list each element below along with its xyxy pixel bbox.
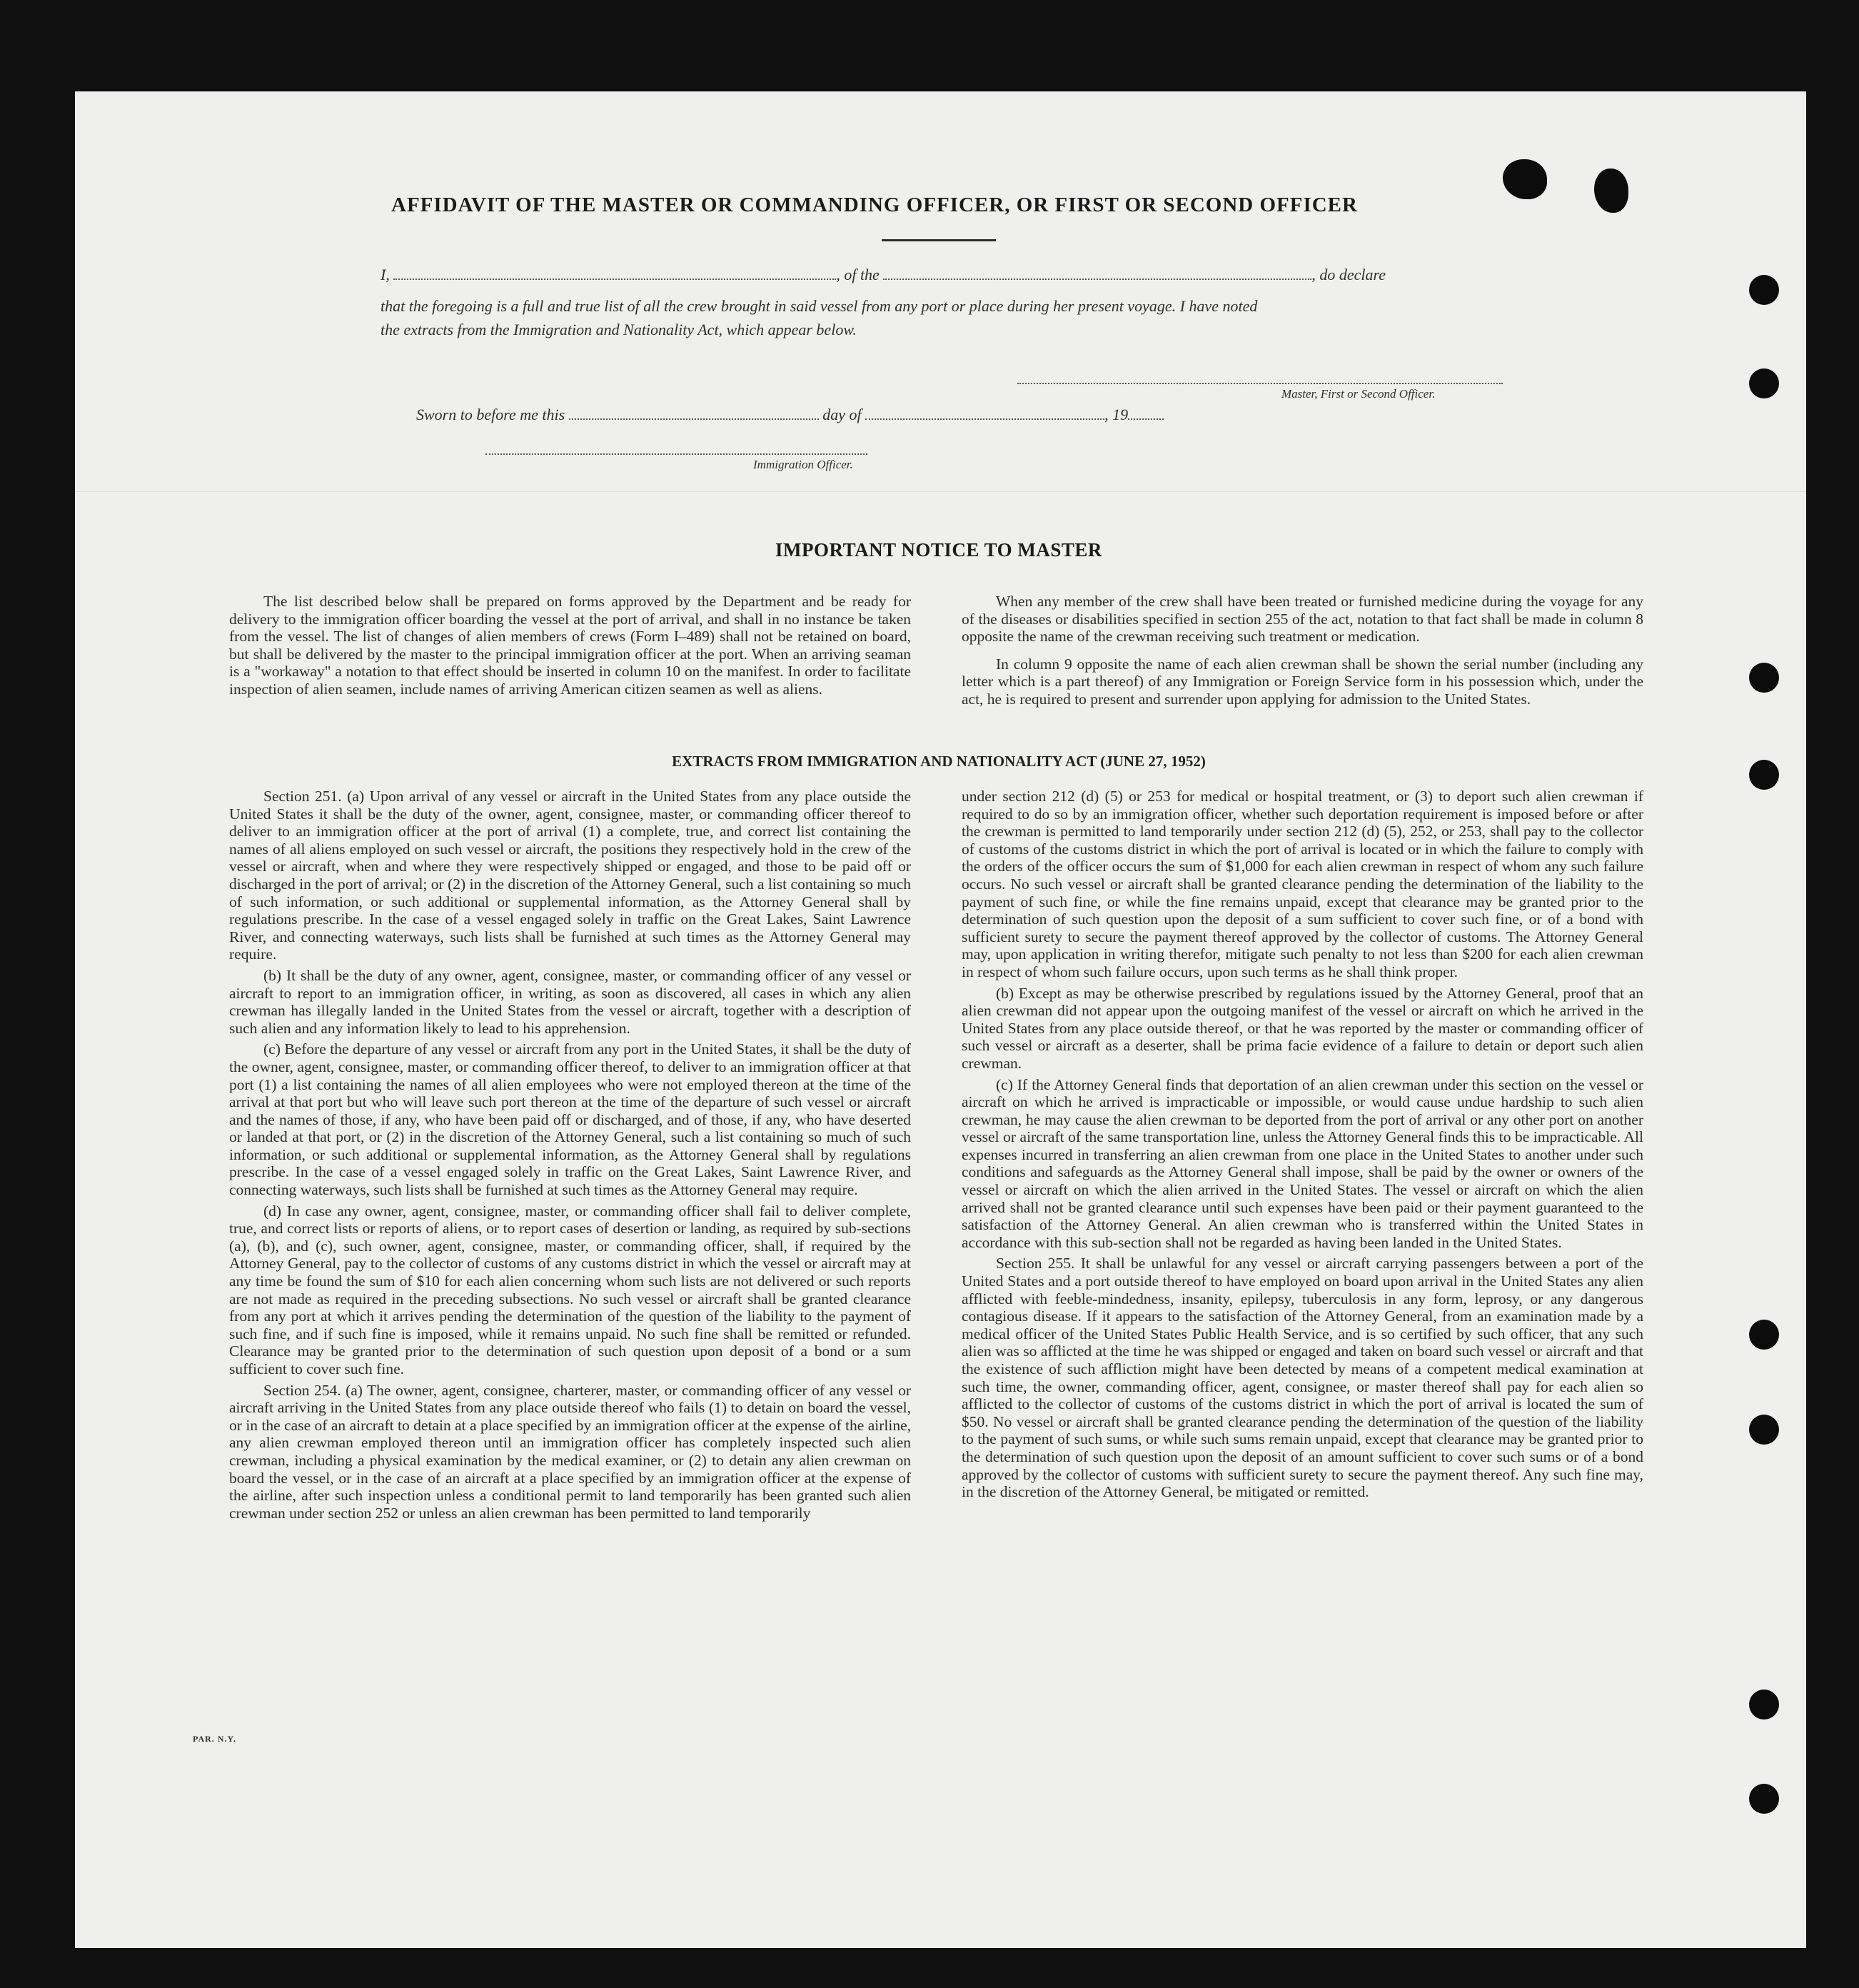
document-page	[75, 91, 1806, 1948]
punch-hole	[1749, 275, 1779, 305]
punch-hole	[1749, 1690, 1779, 1720]
sworn-day-field[interactable]	[569, 406, 819, 420]
notice-paragraph: In column 9 opposite the name of each alien crewman shall be shown the serial number (including any letter which is a part thereof) of any Immigration or Foreign Service form in his possession which, under the act, he is required to present and surrender upon applying for admission to the United States.	[962, 655, 1643, 708]
extract-paragraph: (b) Except as may be otherwise prescribed by regulations issued by the Attorney General, proof that an alien crewman did not appear upon the outgoing manifest of the vessel or aircraft on which he arrived in the United States from any place outside thereof, or that he was reported by the master or commanding officer of such vessel or aircraft as a deserter, shall be prima facie evidence of a failure to detain or deport such alien crewman.	[962, 984, 1643, 1072]
vessel-field[interactable]	[883, 266, 1311, 280]
extract-paragraph: Section 251. (a) Upon arrival of any vessel or aircraft in the United States from any place outside the United States it shall be the duty of the owner, agent, consignee, master, or commanding officer thereof to deliver to an immigration officer at the port of arrival (1) a complete, true, and correct list containing the names of all aliens employed on such vessel or aircraft, the positions they respectively hold in the crew of the vessel or aircraft, when and where they were respectively shipped or engaged, and those to be paid off or discharged in the port of arrival; or (2) in the discretion of the Attorney General, such a list containing so much of such information, or such additional or supplemental information, as the Attorney General shall by regulations prescribe. In the case of a vessel engaged solely in traffic on the Great Lakes, Saint Lawrence River, and connecting waterways, such lists shall be furnished at such times as the Attorney General may require.	[229, 788, 911, 963]
extract-paragraph: (b) It shall be the duty of any owner, agent, consignee, master, or commanding officer of any vessel or aircraft to report to an immigration officer, in writing, as soon as discovered, all cases in which any alien crewman has illegally landed in the United States from the vessel or aircraft, together with a description of such alien and any information likely to lead to his apprehension.	[229, 966, 911, 1037]
punch-hole	[1749, 1784, 1779, 1814]
notice-right-column	[962, 593, 1643, 708]
ink-blot	[1503, 159, 1547, 199]
extracts-right-column	[962, 788, 1643, 1501]
punch-hole	[1749, 1320, 1779, 1350]
declaration-line-1	[381, 266, 1594, 284]
extract-paragraph: (c) If the Attorney General finds that deportation of an alien crewman under this section on the vessel or aircraft on which he arrived is impracticable or impossible, or would cause undue hardship to such alien crewman, he may cause the alien crewman to be deported from the port of arrival or any other port on another vessel or aircraft of the same transportation line, unless the Attorney General finds this to be impracticable. All expenses incurred in transferring an alien crewman from one place in the United States to another under such conditions and safeguards as the Attorney General shall impose, shall be paid by the owner or owners of the vessel or aircraft on which the alien arrived in the United States. The vessel or aircraft on which the alien arrived shall not be granted clearance until such expenses have been paid or their payment guaranteed to the satisfaction of the Attorney General. An alien crewman who is transferred within the United States in accordance with this sub-section shall not be regarded as having been landed in the United States.	[962, 1075, 1643, 1251]
day-of-text: day of	[822, 406, 862, 423]
declaration-line-2: that the foregoing is a full and true list of all the crew brought in said vessel from any port or place during her present voyage. I have noted	[381, 297, 1258, 315]
declaration-line-3: the extracts from the Immigration and Nationality Act, which appear below.	[381, 321, 857, 338]
paper-crease	[75, 491, 1806, 492]
affidavit-title: AFFIDAVIT OF THE MASTER OR COMMANDING OFFICER, OR FIRST OR SECOND OFFICER	[391, 194, 1358, 216]
name-field[interactable]	[393, 266, 836, 280]
punch-hole	[1749, 760, 1779, 790]
sworn-month-field[interactable]	[865, 406, 1104, 420]
extract-paragraph: Section 254. (a) The owner, agent, consignee, charterer, master, or commanding officer of any vessel or aircraft arriving in the United States from any place outside thereof who fails (1) to detain on board the vessel, or in the case of an aircraft to detain at a place specified by an immigration officer at the expense of the airline, any alien crewman employed thereon until an immigration officer has completely inspected such alien crewman, including a physical examination by the medical examiner, or (2) to detain any alien crewman on board the vessel, or in the case of an aircraft at a place specified by an immigration officer at the expense of the airline, after such inspection unless a conditional permit to land temporarily has been granted such alien crewman under section 252 or unless an alien crewman has been permitted to land temporarily	[229, 1381, 911, 1522]
declaration-of-the: , of the	[836, 266, 880, 283]
punch-hole	[1749, 368, 1779, 398]
extract-paragraph: under section 212 (d) (5) or 253 for medical or hospital treatment, or (3) to deport such alien crewman if required to do so by an immigration officer, whether such deportation requirement is imposed before or after the crewman is permitted to land temporarily under section 212 (d) (5), 252, or 253, shall pay to the collector of customs of the customs district in which the port of arrival is located or in which the failure to comply with the orders of the officer occurs the sum of $1,000 for each alien crewman in respect of whom any such failure occurs. No such vessel or aircraft shall be granted clearance pending the determination of the liability to the payment of such fine, or while the fine remains unpaid, except that clearance may be granted prior to the determination of such question upon the deposit of a sum sufficient to cover such fine, or of a bond with sufficient surety to secure the payment thereof approved by the collector of customs. The Attorney General may, upon application in writing therefor, mitigate such penalty to not less than $200 for each alien crewman in respect of whom such failure occurs, upon such terms as he shall think proper.	[962, 788, 1643, 980]
extract-paragraph: (c) Before the departure of any vessel or aircraft from any port in the United States, it shall be the duty of the owner, agent, consignee, master, or commanding officer thereof, to deliver to an immigration officer at that port (1) a list containing the names of all alien employees who were not employed thereon at the time of the arrival at that port but who will leave such port thereon at the time of the departure of such vessel or aircraft and the names of those, if any, who have been paid off or discharged, and of those, if any, who have deserted or landed at that port, or (2) in the discretion of the Attorney General, such a list containing so much of such information, or such additional or supplemental information, as the Attorney General shall by regulations prescribe. In the case of a vessel engaged solely in traffic on the Great Lakes, Saint Lawrence River, and connecting waterways, such lists shall be furnished at such times as the Attorney General may require.	[229, 1040, 911, 1199]
notice-left-column	[229, 593, 911, 698]
master-signature-label: Master, First or Second Officer.	[1281, 387, 1436, 401]
sworn-text: Sworn to before me this	[416, 406, 565, 423]
declaration-i: I,	[381, 266, 390, 283]
punch-hole	[1749, 663, 1779, 693]
year-text: , 19	[1104, 406, 1129, 423]
extract-paragraph: Section 255. It shall be unlawful for any vessel or aircraft carrying passengers between a port of the United States and a port outside thereof to have employed on board upon arrival in the United States any alien afflicted with feeble-mindedness, insanity, epilepsy, tuberculosis in any form, leprosy, or any dangerous contagious disease. If it appears to the satisfaction of the Attorney General, from an examination made by a medical officer of the United States Public Health Service, and is so certified by such officer, that any such alien was so afflicted at the time he was shipped or engaged and taken on board such vessel or aircraft and that the existence of such affliction might have been detected by means of a competent medical examination at such time, the owner, commanding officer, agent, consignee, or master thereof shall pay for each alien so afflicted to the collector of customs of the customs district in which the port of arrival is located the sum of $50. No vessel or aircraft shall be granted clearance pending the determination of the question of the liability to the payment of such sums, or while such sums remain unpaid, except that clearance may be granted prior to the determination of such question upon the deposit of an amount sufficient to cover such sums or of a bond approved by the collector of customs with sufficient surety to secure the payment thereof. Any such fine may, in the discretion of the Attorney General, be mitigated or remitted.	[962, 1255, 1643, 1501]
notice-paragraph: When any member of the crew shall have been treated or furnished medicine during the voyage for any of the diseases or disabilities specified in section 255 of the act, notation to that fact shall be made in column 8 opposite the name of the crewman receiving such treatment or medication.	[962, 593, 1643, 646]
extract-paragraph: (d) In case any owner, agent, consignee, master, or commanding officer shall fail to deliver complete, true, and correct lists or reports of aliens, or to report cases of desertion or landing, as required by sub-sections (a), (b), and (c), such owner, agent, consignee, master, or commanding officer, shall, if required by the Attorney General, pay to the collector of customs of any customs district in which the vessel or aircraft may at any time be found the sum of $10 for each alien concerning whom such lists are not delivered or such reports are not made as required in the preceding subsections. No such vessel or aircraft shall be granted clearance from any port at which it arrives pending the determination of the question of the liability to the payment of such fine, and if such fine is imposed, while it remains unpaid. No such fine shall be remitted or refunded. Clearance may be granted prior to the determination of such question upon deposit of a bond or a sum sufficient to cover such fine.	[229, 1202, 911, 1377]
sworn-year-field[interactable]	[1128, 406, 1164, 420]
officer-signature-line[interactable]	[485, 453, 867, 455]
sworn-line	[416, 406, 1630, 424]
punch-hole	[1749, 1415, 1779, 1445]
notice-title: IMPORTANT NOTICE TO MASTER	[775, 539, 1102, 561]
printer-mark: PAR. N.Y.	[193, 1734, 237, 1744]
master-signature-line[interactable]	[1017, 383, 1503, 384]
title-underline	[882, 239, 996, 241]
officer-signature-label: Immigration Officer.	[753, 458, 853, 471]
ink-blot	[1594, 169, 1628, 213]
notice-paragraph: The list described below shall be prepared on forms approved by the Department and be ready for delivery to the immigration officer boarding the vessel at the port of arrival, and shall in no instance be taken from the vessel. The list of changes of alien members of crews (Form I–489) shall not be retained on board, but shall be delivered by the master to the principal immigration officer at the port. When an arriving seaman is a "workaway" a notation to that effect should be inserted in column 10 on the manifest. In order to facilitate inspection of alien seamen, include names of arriving American citizen seamen as well as aliens.	[229, 593, 911, 698]
declaration-do-declare: , do declare	[1311, 266, 1386, 283]
extracts-left-column	[229, 788, 911, 1522]
extracts-title: EXTRACTS FROM IMMIGRATION AND NATIONALITY ACT (JUNE 27, 1952)	[672, 753, 1206, 770]
